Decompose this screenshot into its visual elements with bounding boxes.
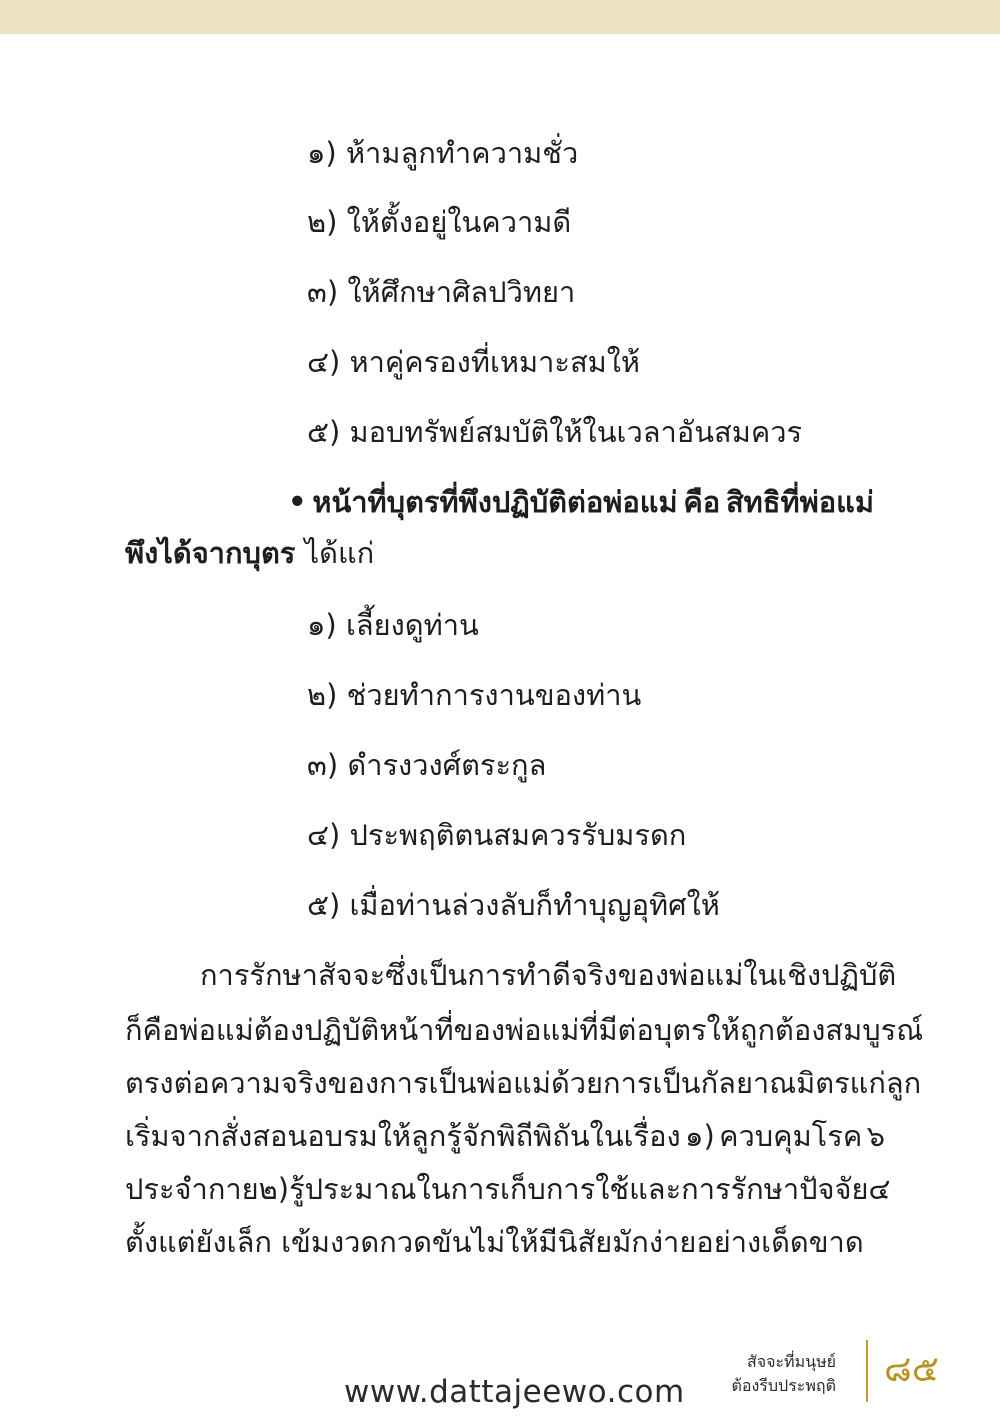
list-item: ๕) เมื่อท่านล่วงลับก็ทำบุญอุทิศให้ [307, 888, 720, 922]
paragraph-line [125, 1063, 922, 1103]
list-item: ๒) ให้ตั้งอยู่ในความดี [307, 205, 572, 239]
heading-text-bold: พึงได้จากบุตร [125, 536, 296, 570]
list-item: ๓) ให้ศึกษาศิลปวิทยา [307, 275, 576, 309]
paragraph-line [200, 955, 897, 995]
paragraph-word: รู้ประมาณในการเก็บ [289, 1172, 546, 1206]
bullet-mark: • [288, 485, 307, 519]
paragraph-word: และการรักษาปัจจัย [629, 1172, 869, 1206]
paragraph-word: ๔ [868, 1172, 891, 1206]
paragraph-word: ด้วยการเป็นกัลยาณมิตรแก่ลูก [550, 1066, 922, 1100]
paragraph-word: ประจำกาย [125, 1172, 259, 1206]
paragraph-line [125, 1010, 924, 1050]
list-item: ๑) ห้ามลูกทำความชั่ว [307, 136, 579, 170]
page-number: ๘๕ [884, 1349, 940, 1390]
paragraph-word: การใช้ [545, 1172, 630, 1206]
list-item: ๑) เลี้ยงดูท่าน [307, 608, 479, 642]
list-item: ๒) ช่วยทำการงานของท่าน [307, 678, 642, 712]
paragraph-word: ตรงต่อความจริงของการเป็นพ่อแม่ [125, 1066, 551, 1100]
paragraph-word: ๑) [685, 1119, 715, 1153]
heading-text: สิทธิที่พ่อแม่ [725, 485, 874, 519]
heading-text: หน้าที่บุตรที่พึงปฏิบัติต่อพ่อแม่ [312, 485, 678, 519]
paragraph-word: ๖ [866, 1119, 885, 1153]
top-header-band [0, 0, 1000, 34]
book-title [731, 1350, 836, 1398]
list-item: ๕) มอบทรัพย์สมบัติให้ในเวลาอันสมควร [307, 415, 803, 449]
paragraph-word: พ่อแม่ต้องปฏิบัติหน้าที่ของพ่อแม่ที่มีต่อบุตรให้ถูกต้องสมบูรณ์ [179, 1013, 924, 1047]
paragraph-word: ๒) [258, 1172, 290, 1206]
paragraph-word: การรักษาสัจจะซึ่งเป็นการทำดีจริงของพ่อแม่ในเชิงปฏิบัติ [200, 958, 897, 992]
list-item: ๓) ดำรงวงศ์ตระกูล [307, 748, 547, 782]
list-item: ๔) ประพฤติตนสมควรรับมรดก [307, 818, 687, 852]
paragraph-word: ตั้งแต่ยังเล็ก เข้มงวดกวดขันไม่ให้มีนิสัยมักง่ายอย่างเด็ดขาด [125, 1225, 864, 1259]
heading-text: คือ [683, 485, 721, 519]
paragraph-line [125, 1222, 885, 1262]
website-url: www.dattajeewo.com [344, 1374, 685, 1410]
bullet-heading-continuation [125, 533, 374, 573]
paragraph-line [125, 1169, 891, 1209]
paragraph-line [125, 1116, 885, 1156]
book-title-line: ต้องรีบประพฤติ [731, 1376, 836, 1395]
paragraph-word: ก็คือ [125, 1013, 180, 1047]
paragraph-word: ควบคุมโรค [719, 1119, 863, 1153]
heading-text-rest: ได้แก่ [295, 536, 375, 570]
list-item: ๔) หาคู่ครองที่เหมาะสมให้ [307, 345, 641, 379]
book-title-line: สัจจะที่มนุษย์ [746, 1352, 836, 1371]
footer-divider [866, 1340, 868, 1402]
bullet-heading [288, 482, 874, 522]
paragraph-word: เริ่มจากสั่งสอนอบรมให้ลูกรู้จักพิถีพิถันในเรื่อง [125, 1119, 681, 1153]
